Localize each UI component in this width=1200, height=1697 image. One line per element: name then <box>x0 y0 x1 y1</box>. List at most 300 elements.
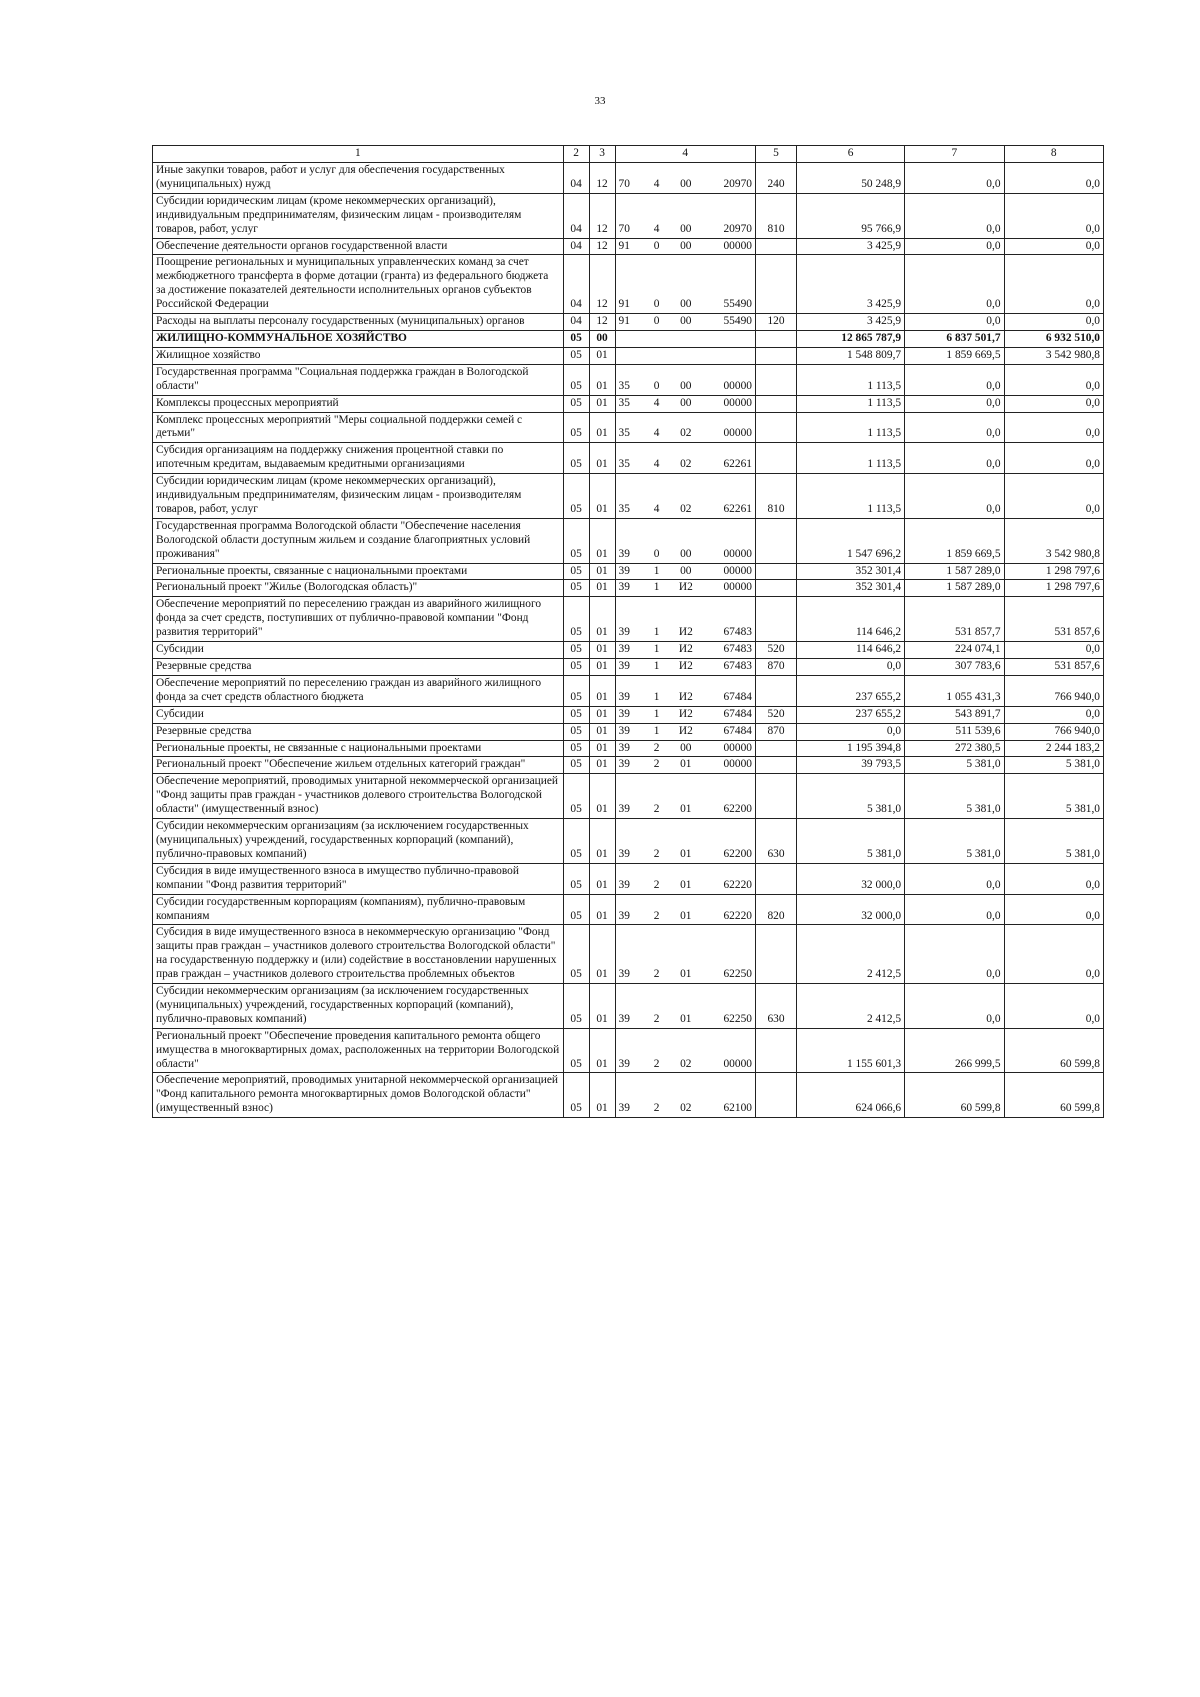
row-amount-year1: 32 000,0 <box>797 894 905 925</box>
table-row <box>153 193 1104 238</box>
table-row <box>153 984 1104 1029</box>
target-code-part: 67483 <box>723 660 752 672</box>
row-name: Обеспечение мероприятий по переселению граждан из аварийного жилищного фонда за счет средств, поступивших от публично-правовой компании "Фонд развития территорий" <box>153 597 564 642</box>
row-target-code <box>615 642 755 659</box>
target-code-part: 35 <box>618 379 630 392</box>
row-target-code <box>615 740 755 757</box>
row-subsection: 01 <box>589 347 615 364</box>
target-code-part: 62100 <box>723 1102 752 1115</box>
row-name: Резервные средства <box>153 723 564 740</box>
row-amount-year1: 1 113,5 <box>797 412 905 443</box>
row-subsection: 01 <box>589 412 615 443</box>
target-code-part: 91 <box>618 298 630 311</box>
row-name: Поощрение региональных и муниципальных управленческих команд за счет межбюджетного трансферта в форме дотации (гранта) из федерального бюджета за достижение показателей деятельности исполнительных органов субъектов Российской Федерации <box>153 255 564 314</box>
row-target-code <box>615 443 755 474</box>
row-amount-year2: 60 599,8 <box>905 1073 1004 1118</box>
target-code-part: 39 <box>618 660 630 672</box>
row-section: 05 <box>563 1073 589 1118</box>
row-amount-year1: 12 865 787,9 <box>797 330 905 347</box>
row-name: Расходы на выплаты персоналу государственных (муниципальных) органов <box>153 314 564 331</box>
row-amount-year1: 352 301,4 <box>797 580 905 597</box>
target-code-part: 20970 <box>723 222 752 235</box>
row-target-code <box>615 347 755 364</box>
target-code-part: 02 <box>680 1057 692 1070</box>
row-target-code <box>615 819 755 864</box>
table-row <box>153 863 1104 894</box>
row-section: 05 <box>563 757 589 774</box>
row-target-code <box>615 412 755 443</box>
target-code-part: 2 <box>653 968 660 981</box>
target-code-part: 1 <box>653 707 660 720</box>
target-code-part: 00000 <box>723 581 752 594</box>
row-amount-year2: 0,0 <box>905 364 1004 395</box>
row-subsection: 01 <box>589 1073 615 1118</box>
target-code-part: 39 <box>618 968 630 981</box>
target-code-part: 01 <box>680 909 692 922</box>
row-name: Региональный проект "Обеспечение проведения капитального ремонта общего имущества в многоквартирных домах, расположенных на территории Вологодской области" <box>153 1028 564 1073</box>
row-name: Государственная программа Вологодской области "Обеспечение населения Вологодской области доступным жильем и создание благоприятных условий проживания" <box>153 518 564 563</box>
row-target-code <box>615 330 755 347</box>
row-target-code <box>615 364 755 395</box>
row-amount-year3: 0,0 <box>1004 706 1103 723</box>
target-code-part: 62261 <box>723 458 752 471</box>
row-amount-year1: 1 113,5 <box>797 474 905 519</box>
row-name: Субсидии юридическим лицам (кроме некоммерческих организаций), индивидуальным предпринимателям, физическим лицам - производителям товаров, работ, услуг <box>153 474 564 519</box>
table-row <box>153 774 1104 819</box>
row-expense-type: 870 <box>755 723 796 740</box>
row-expense-type: 520 <box>755 642 796 659</box>
row-amount-year2: 0,0 <box>905 984 1004 1029</box>
header-cell: 1 <box>153 146 564 163</box>
table-row <box>153 347 1104 364</box>
row-amount-year2: 307 783,6 <box>905 659 1004 676</box>
row-subsection: 12 <box>589 238 615 255</box>
row-amount-year2: 1 055 431,3 <box>905 675 1004 706</box>
row-subsection: 01 <box>589 740 615 757</box>
row-amount-year2: 266 999,5 <box>905 1028 1004 1073</box>
row-section: 05 <box>563 984 589 1029</box>
row-subsection: 12 <box>589 193 615 238</box>
target-code-part: 39 <box>618 1012 630 1025</box>
row-subsection: 01 <box>589 723 615 740</box>
row-subsection: 01 <box>589 894 615 925</box>
table-row <box>153 255 1104 314</box>
target-code-part: 00 <box>680 741 692 754</box>
row-amount-year3: 0,0 <box>1004 642 1103 659</box>
target-code-part: 62261 <box>723 502 752 515</box>
row-target-code <box>615 723 755 740</box>
row-amount-year3: 60 599,8 <box>1004 1028 1103 1073</box>
target-code-part: И2 <box>678 707 693 720</box>
row-target-code <box>615 193 755 238</box>
row-amount-year2: 5 381,0 <box>905 757 1004 774</box>
row-section: 04 <box>563 193 589 238</box>
table-row <box>153 238 1104 255</box>
row-expense-type: 820 <box>755 894 796 925</box>
target-code-part: 2 <box>653 1102 660 1115</box>
row-amount-year3: 5 381,0 <box>1004 819 1103 864</box>
target-code-part: 00 <box>680 239 692 252</box>
row-section: 05 <box>563 863 589 894</box>
table-row <box>153 925 1104 984</box>
row-amount-year3: 0,0 <box>1004 364 1103 395</box>
row-expense-type: 630 <box>755 984 796 1029</box>
target-code-part: 35 <box>618 427 630 440</box>
target-code-part: 39 <box>618 690 630 703</box>
row-target-code <box>615 984 755 1029</box>
row-section: 05 <box>563 642 589 659</box>
target-code-part: 2 <box>653 909 660 922</box>
target-code-part: 1 <box>653 643 660 656</box>
row-amount-year3: 5 381,0 <box>1004 774 1103 819</box>
row-amount-year2: 0,0 <box>905 238 1004 255</box>
row-target-code <box>615 757 755 774</box>
row-subsection: 01 <box>589 443 615 474</box>
row-subsection: 01 <box>589 774 615 819</box>
row-amount-year2: 543 891,7 <box>905 706 1004 723</box>
row-amount-year2: 0,0 <box>905 863 1004 894</box>
row-amount-year1: 95 766,9 <box>797 193 905 238</box>
row-amount-year2: 0,0 <box>905 255 1004 314</box>
row-expense-type <box>755 238 796 255</box>
row-amount-year2: 0,0 <box>905 925 1004 984</box>
row-amount-year3: 531 857,6 <box>1004 597 1103 642</box>
table-row <box>153 597 1104 642</box>
row-subsection: 01 <box>589 706 615 723</box>
target-code-part: 4 <box>653 396 660 409</box>
target-code-part: 39 <box>618 741 630 754</box>
row-amount-year1: 0,0 <box>797 659 905 676</box>
table-row <box>153 894 1104 925</box>
header-cell: 5 <box>755 146 796 163</box>
target-code-part: 39 <box>618 878 630 891</box>
table-row <box>153 675 1104 706</box>
table-row <box>153 563 1104 580</box>
target-code-part: И2 <box>678 660 693 672</box>
target-code-part: 2 <box>653 1057 660 1070</box>
target-code-part: 62220 <box>723 878 752 891</box>
row-amount-year3: 1 298 797,6 <box>1004 580 1103 597</box>
row-name: Обеспечение мероприятий, проводимых унитарной некоммерческой организацией "Фонд защиты прав граждан - участников долевого строительства Вологодской области" (имущественный взнос) <box>153 774 564 819</box>
row-amount-year3: 0,0 <box>1004 984 1103 1029</box>
row-name: Региональные проекты, связанные с национальными проектами <box>153 563 564 580</box>
row-section: 05 <box>563 580 589 597</box>
target-code-part: 55490 <box>723 298 752 311</box>
row-target-code <box>615 238 755 255</box>
row-expense-type <box>755 863 796 894</box>
target-code-part: 00000 <box>723 547 752 560</box>
row-amount-year1: 5 381,0 <box>797 819 905 864</box>
row-amount-year2: 0,0 <box>905 193 1004 238</box>
row-subsection: 01 <box>589 819 615 864</box>
row-target-code <box>615 894 755 925</box>
table-row <box>153 412 1104 443</box>
row-name: Региональные проекты, не связанные с национальными проектами <box>153 740 564 757</box>
row-expense-type: 240 <box>755 163 796 194</box>
target-code-part: 00000 <box>723 379 752 392</box>
row-name: Субсидии некоммерческим организациям (за исключением государственных (муниципальных) учреждений, государственных корпораций (компаний), публично-правовых компаний) <box>153 819 564 864</box>
row-section: 05 <box>563 740 589 757</box>
row-expense-type <box>755 757 796 774</box>
row-target-code <box>615 518 755 563</box>
row-amount-year2: 0,0 <box>905 894 1004 925</box>
row-target-code <box>615 474 755 519</box>
target-code-part: 01 <box>680 1012 692 1025</box>
row-name: Иные закупки товаров, работ и услуг для обеспечения государственных (муниципальных) нужд <box>153 163 564 194</box>
row-section: 04 <box>563 238 589 255</box>
target-code-part: 00000 <box>723 758 752 771</box>
row-subsection: 01 <box>589 863 615 894</box>
row-subsection: 01 <box>589 364 615 395</box>
target-code-part: 00 <box>680 298 692 311</box>
target-code-part: 39 <box>618 909 630 922</box>
row-name: Обеспечение мероприятий, проводимых унитарной некоммерческой организацией "Фонд капитального ремонта многоквартирных домов Вологодской области" (имущественный взнос) <box>153 1073 564 1118</box>
target-code-part: 01 <box>680 803 692 816</box>
row-section: 05 <box>563 723 589 740</box>
row-name: Субсидия в виде имущественного взноса в некоммерческую организацию "Фонд защиты прав граждан – участников долевого строительства Вологодской области" на государственную поддержку и (или) содействие в восстановлении нарушенных прав граждан – участников долевого строительства проблемных объектов <box>153 925 564 984</box>
row-amount-year1: 114 646,2 <box>797 642 905 659</box>
row-amount-year1: 50 248,9 <box>797 163 905 194</box>
target-code-part: 00 <box>680 564 692 577</box>
row-expense-type <box>755 412 796 443</box>
row-amount-year1: 1 113,5 <box>797 443 905 474</box>
target-code-part: 0 <box>653 315 660 328</box>
target-code-part: 39 <box>618 1057 630 1070</box>
row-target-code <box>615 255 755 314</box>
row-amount-year2: 1 859 669,5 <box>905 518 1004 563</box>
row-amount-year2: 6 837 501,7 <box>905 330 1004 347</box>
row-amount-year1: 237 655,2 <box>797 675 905 706</box>
target-code-part: 00 <box>680 379 692 392</box>
row-section: 04 <box>563 314 589 331</box>
page-number: 33 <box>594 95 606 107</box>
row-name: Комплекс процессных мероприятий "Меры социальной поддержки семей с детьми" <box>153 412 564 443</box>
row-expense-type <box>755 1073 796 1118</box>
row-subsection: 01 <box>589 1028 615 1073</box>
row-section: 05 <box>563 819 589 864</box>
target-code-part: 2 <box>653 1012 660 1025</box>
table-row <box>153 395 1104 412</box>
table-row <box>153 580 1104 597</box>
row-expense-type <box>755 675 796 706</box>
row-amount-year1: 2 412,5 <box>797 925 905 984</box>
row-amount-year3: 531 857,6 <box>1004 659 1103 676</box>
row-section: 05 <box>563 675 589 706</box>
row-target-code <box>615 563 755 580</box>
target-code-part: 39 <box>618 547 630 560</box>
row-amount-year2: 272 380,5 <box>905 740 1004 757</box>
target-code-part: 1 <box>653 690 660 703</box>
row-target-code <box>615 675 755 706</box>
target-code-part: 39 <box>618 724 630 737</box>
target-code-part: 67484 <box>723 690 752 703</box>
target-code-part: 62250 <box>723 1012 752 1025</box>
target-code-part: 39 <box>618 626 630 639</box>
row-section: 05 <box>563 347 589 364</box>
row-amount-year3: 3 542 980,8 <box>1004 518 1103 563</box>
row-section: 05 <box>563 364 589 395</box>
target-code-part: 70 <box>618 177 630 190</box>
row-section: 05 <box>563 443 589 474</box>
row-expense-type <box>755 364 796 395</box>
row-amount-year2: 5 381,0 <box>905 819 1004 864</box>
target-code-part: 00000 <box>723 239 752 252</box>
table-row <box>153 443 1104 474</box>
row-section: 05 <box>563 1028 589 1073</box>
table-row <box>153 163 1104 194</box>
row-name: Резервные средства <box>153 659 564 676</box>
budget-table <box>152 145 1104 1118</box>
target-code-part: 2 <box>653 758 660 771</box>
table-header-row <box>153 146 1104 163</box>
row-expense-type: 870 <box>755 659 796 676</box>
target-code-part: И2 <box>678 690 693 703</box>
row-name: Субсидии <box>153 642 564 659</box>
row-name: Обеспечение мероприятий по переселению граждан из аварийного жилищного фонда за счет средств областного бюджета <box>153 675 564 706</box>
row-amount-year3: 766 940,0 <box>1004 675 1103 706</box>
row-expense-type <box>755 330 796 347</box>
row-expense-type <box>755 740 796 757</box>
row-target-code <box>615 163 755 194</box>
row-amount-year3: 0,0 <box>1004 163 1103 194</box>
row-amount-year3: 0,0 <box>1004 255 1103 314</box>
row-amount-year2: 5 381,0 <box>905 774 1004 819</box>
target-code-part: 00000 <box>723 564 752 577</box>
row-section: 05 <box>563 774 589 819</box>
header-cell: 8 <box>1004 146 1103 163</box>
row-section: 05 <box>563 412 589 443</box>
row-amount-year3: 0,0 <box>1004 395 1103 412</box>
target-code-part: 2 <box>653 803 660 816</box>
row-amount-year2: 531 857,7 <box>905 597 1004 642</box>
row-section: 04 <box>563 255 589 314</box>
target-code-part: 02 <box>680 458 692 471</box>
row-section: 05 <box>563 706 589 723</box>
target-code-part: 39 <box>618 581 630 594</box>
row-amount-year1: 32 000,0 <box>797 863 905 894</box>
row-amount-year3: 6 932 510,0 <box>1004 330 1103 347</box>
target-code-part: 01 <box>680 758 692 771</box>
row-name: Региональный проект "Жилье (Вологодская область)" <box>153 580 564 597</box>
target-code-part: 39 <box>618 707 630 720</box>
row-amount-year1: 237 655,2 <box>797 706 905 723</box>
row-amount-year1: 1 155 601,3 <box>797 1028 905 1073</box>
target-code-part: 39 <box>618 1102 630 1115</box>
row-amount-year2: 1 859 669,5 <box>905 347 1004 364</box>
table-row <box>153 740 1104 757</box>
row-amount-year1: 5 381,0 <box>797 774 905 819</box>
target-code-part: 39 <box>618 803 630 816</box>
row-section: 05 <box>563 659 589 676</box>
target-code-part: 62200 <box>723 847 752 860</box>
header-cell: 7 <box>905 146 1004 163</box>
row-amount-year1: 1 547 696,2 <box>797 518 905 563</box>
row-expense-type <box>755 395 796 412</box>
row-target-code <box>615 597 755 642</box>
row-amount-year3: 60 599,8 <box>1004 1073 1103 1118</box>
target-code-part: 1 <box>653 626 660 639</box>
row-section: 05 <box>563 474 589 519</box>
row-amount-year2: 0,0 <box>905 412 1004 443</box>
row-amount-year1: 3 425,9 <box>797 255 905 314</box>
target-code-part: 00 <box>680 396 692 409</box>
row-amount-year3: 0,0 <box>1004 443 1103 474</box>
row-section: 05 <box>563 894 589 925</box>
table-row <box>153 642 1104 659</box>
row-expense-type <box>755 347 796 364</box>
row-amount-year2: 1 587 289,0 <box>905 563 1004 580</box>
target-code-part: И2 <box>678 626 693 639</box>
row-expense-type <box>755 774 796 819</box>
target-code-part: 1 <box>653 724 660 737</box>
row-name: Государственная программа "Социальная поддержка граждан в Вологодской области" <box>153 364 564 395</box>
row-target-code <box>615 925 755 984</box>
row-amount-year3: 0,0 <box>1004 925 1103 984</box>
row-name: Обеспечение деятельности органов государственной власти <box>153 238 564 255</box>
target-code-part: 0 <box>653 298 660 311</box>
row-amount-year1: 0,0 <box>797 723 905 740</box>
row-subsection: 12 <box>589 163 615 194</box>
row-expense-type <box>755 563 796 580</box>
row-amount-year3: 0,0 <box>1004 412 1103 443</box>
row-amount-year2: 0,0 <box>905 474 1004 519</box>
target-code-part: 00 <box>680 315 692 328</box>
row-name: Региональный проект "Обеспечение жильем отдельных категорий граждан" <box>153 757 564 774</box>
row-target-code <box>615 314 755 331</box>
target-code-part: 62220 <box>723 909 752 922</box>
target-code-part: 01 <box>680 968 692 981</box>
header-cell: 3 <box>589 146 615 163</box>
row-expense-type <box>755 1028 796 1073</box>
target-code-part: 39 <box>618 758 630 771</box>
target-code-part: 67483 <box>723 643 752 656</box>
row-amount-year1: 1 113,5 <box>797 395 905 412</box>
row-subsection: 01 <box>589 474 615 519</box>
target-code-part: 00 <box>680 177 692 190</box>
header-cell: 2 <box>563 146 589 163</box>
row-name: Субсидия организациям на поддержку снижения процентной ставки по ипотечным кредитам, выдаваемым кредитными организациями <box>153 443 564 474</box>
target-code-part: 67483 <box>723 626 752 639</box>
row-expense-type: 810 <box>755 193 796 238</box>
table-row <box>153 474 1104 519</box>
target-code-part: 39 <box>618 643 630 656</box>
target-code-part: 00000 <box>723 1057 752 1070</box>
row-amount-year1: 114 646,2 <box>797 597 905 642</box>
row-subsection: 01 <box>589 757 615 774</box>
table-row <box>153 364 1104 395</box>
row-section: 05 <box>563 518 589 563</box>
target-code-part: 39 <box>618 847 630 860</box>
row-subsection: 01 <box>589 984 615 1029</box>
target-code-part: 00000 <box>723 741 752 754</box>
row-target-code <box>615 774 755 819</box>
row-name: ЖИЛИЩНО-КОММУНАЛЬНОЕ ХОЗЯЙСТВО <box>153 330 564 347</box>
row-amount-year3: 1 298 797,6 <box>1004 563 1103 580</box>
row-target-code <box>615 1073 755 1118</box>
target-code-part: 02 <box>680 502 692 515</box>
target-code-part: 00000 <box>723 396 752 409</box>
row-expense-type <box>755 255 796 314</box>
target-code-part: 35 <box>618 502 630 515</box>
target-code-part: 70 <box>618 222 630 235</box>
row-section: 05 <box>563 597 589 642</box>
row-amount-year3: 0,0 <box>1004 314 1103 331</box>
row-section: 04 <box>563 163 589 194</box>
table-row <box>153 314 1104 331</box>
row-amount-year3: 0,0 <box>1004 863 1103 894</box>
target-code-part: 35 <box>618 458 630 471</box>
table-row <box>153 723 1104 740</box>
